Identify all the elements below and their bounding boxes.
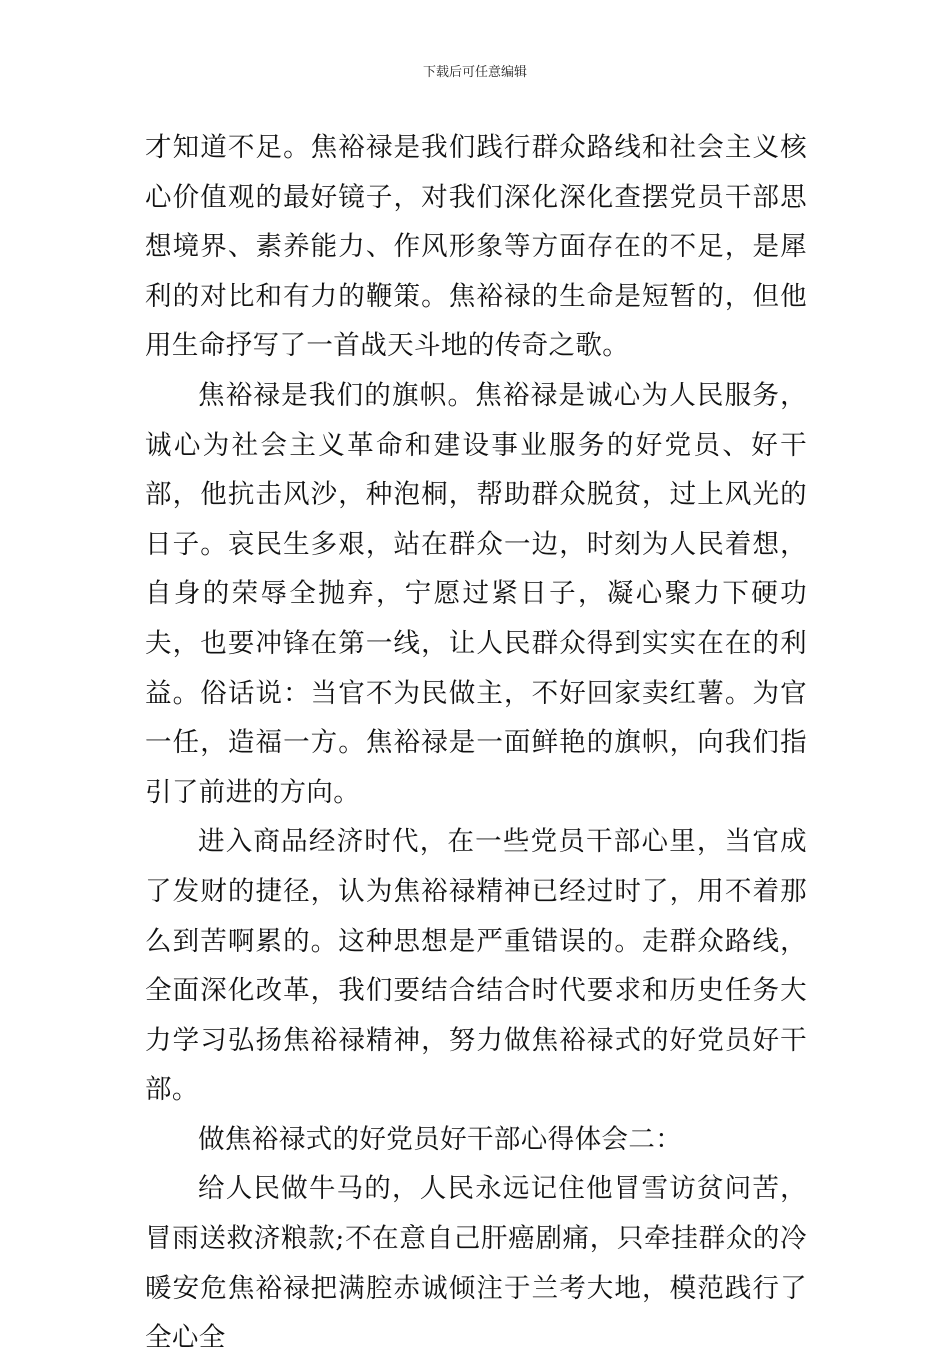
document-body <box>145 123 807 1363</box>
paragraph-1: 才知道不足。焦裕禄是我们践行群众路线和社会主义核心价值观的最好镜子，对我们深化深化查摆党员干部思想境界、素养能力、作风形象等方面存在的不足，是犀利的对比和有力的鞭策。焦裕禄的生命是短暂的，但他用生命抒写了一首战天斗地的传奇之歌。 <box>145 132 807 362</box>
header-note: 下载后可任意编辑 <box>422 65 527 80</box>
section-heading: 做焦裕禄式的好党员好干部心得体会二： <box>198 1123 683 1155</box>
paragraph-2: 焦裕禄是我们的旗帜。焦裕禄是诚心为人民服务，诚心为社会主义革命和建设事业服务的好党员、好干部，他抗击风沙，种泡桐，帮助群众脱贫，过上风光的日子。哀民生多艰，站在群众一边，时刻为人民着想，自身的荣辱全抛弃，宁愿过紧日子，凝心聚力下硬功夫，也要冲锋在第一线，让人民群众得到实实在在的利益。俗话说：当官不为民做主，不好回家卖红薯。为官一任，造福一方。焦裕禄是一面鲜艳的旗帜，向我们指引了前进的方向。 <box>145 379 807 808</box>
paragraph-4: 给人民做牛马的，人民永远记住他冒雪访贫问苦，冒雨送救济粮款;不在意自己肝癌剧痛，只牵挂群众的冷暖安危焦裕禄把满腔赤诚倾注于兰考大地，模范践行了全心全 <box>145 1173 807 1354</box>
paragraph-3: 进入商品经济时代，在一些党员干部心里，当官成了发财的捷径，认为焦裕禄精神已经过时了，用不着那么到苦啊累的。这种思想是严重错误的。走群众路线，全面深化改革，我们要结合结合时代要求和历史任务大力学习弘扬焦裕禄精神，努力做焦裕禄式的好党员好干部。 <box>145 826 807 1106</box>
